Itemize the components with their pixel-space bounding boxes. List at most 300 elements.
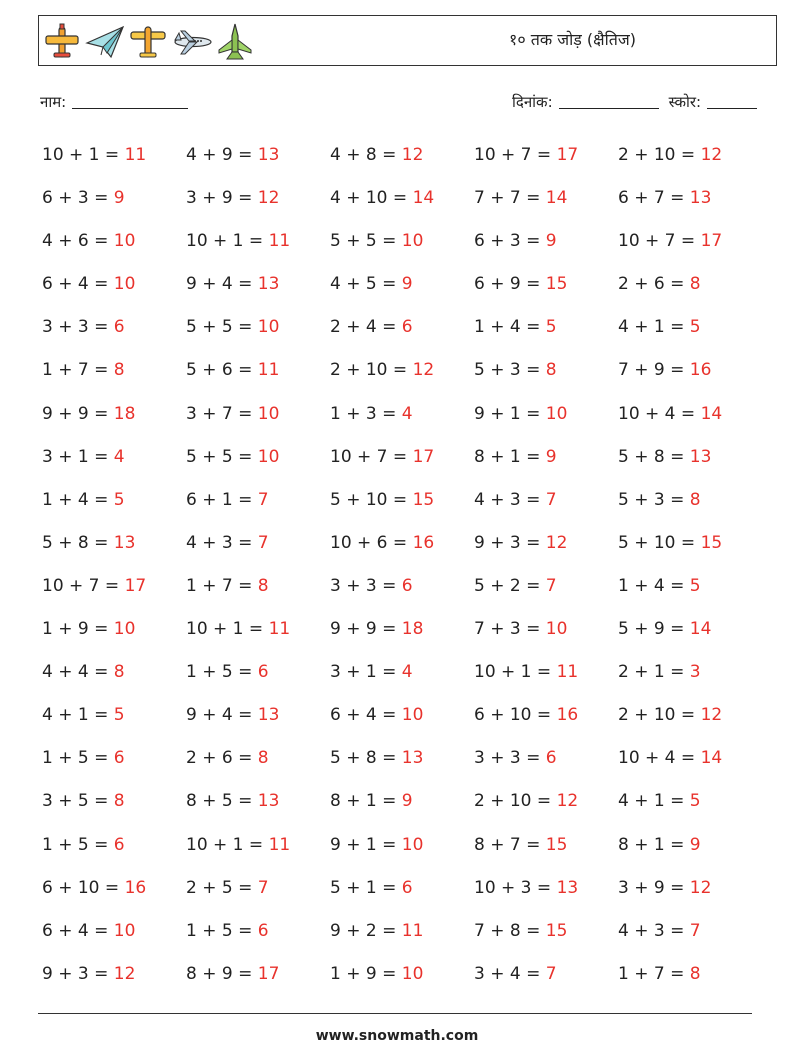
problem-question: 6 + 3 = — [474, 231, 546, 252]
problem-question: 1 + 9 = — [42, 619, 114, 640]
problem-question: 5 + 9 = — [618, 619, 690, 640]
problem-question: 2 + 6 = — [618, 274, 690, 295]
fighter-jet-icon — [217, 22, 253, 62]
problem-question: 4 + 1 = — [42, 705, 114, 726]
problem-item — [618, 315, 762, 358]
problem-answer: 8 — [689, 489, 701, 510]
problem-question: 8 + 1 = — [474, 446, 546, 467]
problem-item — [474, 789, 618, 832]
problem-grid — [42, 143, 762, 1005]
problem-item — [474, 746, 618, 789]
problem-answer: 8 — [257, 575, 269, 596]
problem-item — [330, 531, 474, 574]
problem-item — [618, 143, 762, 186]
problem-answer: 17 — [257, 963, 280, 984]
airplane-yellow-icon — [129, 23, 167, 61]
problem-answer: 10 — [257, 403, 280, 424]
problem-item — [330, 660, 474, 703]
problem-item — [474, 358, 618, 401]
problem-question: 4 + 5 = — [330, 274, 402, 295]
problem-item — [42, 833, 186, 876]
problem-question: 2 + 10 = — [474, 791, 557, 812]
page-title: १० तक जोड़ (क्षैतिज) — [509, 30, 636, 49]
problem-answer: 12 — [401, 145, 424, 165]
problem-question: 1 + 4 = — [618, 575, 690, 596]
problem-question: 2 + 10 = — [330, 360, 413, 381]
problem-question: 1 + 4 = — [42, 489, 114, 510]
problem-answer: 6 — [257, 920, 269, 941]
problem-item — [330, 876, 474, 919]
problem-item — [618, 746, 762, 789]
problem-item — [474, 574, 618, 617]
problem-answer: 6 — [401, 877, 413, 898]
problem-item — [474, 402, 618, 445]
problem-answer: 9 — [401, 791, 413, 812]
header-box — [38, 15, 777, 66]
problem-item — [330, 315, 474, 358]
problem-question: 8 + 7 = — [474, 834, 546, 855]
problem-item — [330, 919, 474, 962]
problem-answer: 6 — [401, 317, 413, 338]
problem-item — [42, 186, 186, 229]
problem-question: 1 + 7 = — [618, 963, 690, 984]
problem-answer: 7 — [257, 489, 269, 510]
problem-answer: 12 — [257, 188, 280, 209]
problem-answer: 8 — [545, 360, 557, 381]
problem-answer: 11 — [124, 145, 147, 165]
problem-answer: 4 — [401, 662, 413, 683]
problem-question: 5 + 10 = — [330, 489, 413, 510]
problem-question: 10 + 1 = — [186, 231, 269, 252]
date-label: दिनांक: — [512, 93, 553, 111]
problem-answer: 14 — [700, 403, 723, 424]
problem-answer: 7 — [257, 877, 269, 898]
problem-answer: 18 — [401, 619, 424, 640]
problem-answer: 10 — [257, 317, 280, 338]
problem-question: 5 + 5 = — [186, 317, 258, 338]
problem-item — [618, 272, 762, 315]
problem-question: 3 + 1 = — [330, 662, 402, 683]
problem-item — [186, 962, 330, 1005]
problem-item — [474, 660, 618, 703]
score-label: स्कोर: — [668, 93, 702, 111]
problem-question: 2 + 5 = — [186, 877, 258, 898]
problem-answer: 16 — [556, 705, 579, 726]
problem-answer: 17 — [124, 575, 147, 596]
problem-item — [186, 315, 330, 358]
name-blank[interactable] — [72, 94, 188, 109]
problem-item — [186, 488, 330, 531]
problem-item — [618, 919, 762, 962]
score-blank[interactable] — [707, 94, 757, 109]
header-icons — [43, 22, 253, 62]
footer-divider — [38, 1013, 752, 1014]
problem-question: 10 + 1 = — [186, 834, 269, 855]
problem-question: 3 + 9 = — [618, 877, 690, 898]
problem-question: 10 + 6 = — [330, 532, 413, 553]
problem-item — [330, 574, 474, 617]
problem-question: 1 + 7 = — [42, 360, 114, 381]
problem-answer: 7 — [689, 920, 701, 941]
problem-item — [186, 833, 330, 876]
problem-question: 9 + 1 = — [330, 834, 402, 855]
problem-question: 5 + 3 = — [474, 360, 546, 381]
problem-question: 3 + 5 = — [42, 791, 114, 812]
problem-answer: 8 — [113, 662, 125, 683]
problem-item — [474, 617, 618, 660]
problem-answer: 11 — [257, 360, 280, 381]
problem-answer: 8 — [689, 963, 701, 984]
problem-question: 4 + 6 = — [42, 231, 114, 252]
problem-item — [618, 488, 762, 531]
problem-question: 10 + 1 = — [186, 619, 269, 640]
problem-item — [186, 143, 330, 186]
problem-question: 10 + 3 = — [474, 877, 557, 898]
problem-question: 6 + 4 = — [330, 705, 402, 726]
problem-answer: 7 — [545, 575, 557, 596]
problem-answer: 6 — [545, 748, 557, 769]
problem-item — [474, 143, 618, 186]
jet-airliner-icon — [171, 23, 213, 61]
problem-item — [618, 531, 762, 574]
problem-question: 6 + 10 = — [474, 705, 557, 726]
problem-answer: 5 — [113, 489, 125, 510]
problem-answer: 13 — [556, 877, 579, 898]
problem-question: 3 + 3 = — [42, 317, 114, 338]
problem-item — [330, 186, 474, 229]
problem-answer: 17 — [700, 231, 723, 252]
problem-question: 4 + 9 = — [186, 145, 258, 165]
problem-item — [618, 229, 762, 272]
problem-question: 6 + 7 = — [618, 188, 690, 209]
problem-item — [42, 962, 186, 1005]
problem-question: 9 + 9 = — [330, 619, 402, 640]
problem-answer: 9 — [545, 231, 557, 252]
problem-answer: 10 — [113, 274, 136, 295]
problem-question: 10 + 7 = — [42, 575, 125, 596]
problem-answer: 6 — [113, 834, 125, 855]
problem-item — [42, 876, 186, 919]
problem-item — [618, 574, 762, 617]
problem-item — [186, 919, 330, 962]
problem-answer: 12 — [556, 791, 579, 812]
problem-answer: 6 — [113, 317, 125, 338]
problem-answer: 13 — [113, 532, 136, 553]
date-blank[interactable] — [559, 94, 659, 109]
problem-item — [186, 402, 330, 445]
problem-question: 10 + 1 = — [42, 145, 125, 165]
problem-question: 1 + 7 = — [186, 575, 258, 596]
problem-item — [474, 703, 618, 746]
problem-answer: 8 — [257, 748, 269, 769]
problem-item — [186, 746, 330, 789]
problem-item — [330, 445, 474, 488]
problem-item — [474, 445, 618, 488]
problem-question: 9 + 4 = — [186, 705, 258, 726]
problem-question: 9 + 4 = — [186, 274, 258, 295]
problem-question: 1 + 4 = — [474, 317, 546, 338]
problem-item — [474, 229, 618, 272]
problem-item — [42, 574, 186, 617]
problem-item — [42, 229, 186, 272]
problem-answer: 8 — [689, 274, 701, 295]
problem-question: 9 + 3 = — [42, 963, 114, 984]
problem-answer: 16 — [689, 360, 712, 381]
problem-question: 8 + 5 = — [186, 791, 258, 812]
airplane-orange-icon — [43, 23, 81, 61]
problem-item — [186, 789, 330, 832]
problem-item — [330, 833, 474, 876]
problem-question: 2 + 6 = — [186, 748, 258, 769]
problem-item — [618, 703, 762, 746]
problem-question: 9 + 2 = — [330, 920, 402, 941]
problem-question: 3 + 3 = — [330, 575, 402, 596]
problem-question: 9 + 3 = — [474, 532, 546, 553]
problem-question: 10 + 1 = — [474, 662, 557, 683]
problem-answer: 13 — [257, 705, 280, 726]
problem-item — [474, 919, 618, 962]
name-label: नाम: — [40, 93, 67, 111]
problem-item — [474, 962, 618, 1005]
problem-item — [330, 746, 474, 789]
problem-answer: 6 — [401, 575, 413, 596]
problem-question: 1 + 5 = — [42, 834, 114, 855]
problem-answer: 10 — [401, 705, 424, 726]
problem-answer: 12 — [412, 360, 435, 381]
problem-answer: 8 — [113, 360, 125, 381]
problem-question: 4 + 3 = — [618, 920, 690, 941]
problem-answer: 7 — [545, 963, 557, 984]
problem-answer: 9 — [113, 188, 125, 209]
problem-answer: 10 — [401, 963, 424, 984]
problem-question: 2 + 4 = — [330, 317, 402, 338]
problem-question: 6 + 4 = — [42, 274, 114, 295]
problem-answer: 5 — [689, 317, 701, 338]
problem-item — [186, 617, 330, 660]
problem-item — [474, 272, 618, 315]
problem-question: 5 + 8 = — [42, 532, 114, 553]
problem-question: 9 + 9 = — [42, 403, 114, 424]
problem-question: 4 + 1 = — [618, 791, 690, 812]
problem-answer: 10 — [113, 231, 136, 252]
problem-question: 10 + 4 = — [618, 748, 701, 769]
problem-item — [330, 143, 474, 186]
problem-answer: 13 — [257, 145, 280, 165]
problem-question: 4 + 3 = — [186, 532, 258, 553]
problem-question: 9 + 1 = — [474, 403, 546, 424]
problem-item — [474, 531, 618, 574]
problem-item — [42, 315, 186, 358]
problem-item — [186, 358, 330, 401]
problem-answer: 15 — [545, 920, 568, 941]
problem-answer: 14 — [412, 188, 435, 209]
problem-answer: 12 — [700, 145, 723, 165]
problem-question: 1 + 3 = — [330, 403, 402, 424]
problem-answer: 13 — [401, 748, 424, 769]
problem-question: 8 + 1 = — [618, 834, 690, 855]
problem-answer: 9 — [689, 834, 701, 855]
problem-question: 10 + 7 = — [330, 446, 413, 467]
problem-item — [330, 703, 474, 746]
problem-question: 10 + 7 = — [618, 231, 701, 252]
problem-question: 3 + 3 = — [474, 748, 546, 769]
problem-answer: 3 — [689, 662, 701, 683]
problem-answer: 17 — [556, 145, 579, 165]
problem-answer: 10 — [113, 619, 136, 640]
problem-item — [618, 358, 762, 401]
problem-item — [42, 617, 186, 660]
problem-item — [330, 617, 474, 660]
problem-question: 6 + 10 = — [42, 877, 125, 898]
problem-question: 3 + 9 = — [186, 188, 258, 209]
problem-item — [186, 229, 330, 272]
problem-question: 6 + 1 = — [186, 489, 258, 510]
problem-answer: 5 — [113, 705, 125, 726]
problem-item — [474, 488, 618, 531]
problem-question: 3 + 4 = — [474, 963, 546, 984]
problem-item — [42, 272, 186, 315]
problem-answer: 4 — [401, 403, 413, 424]
problem-answer: 12 — [689, 877, 712, 898]
problem-item — [42, 445, 186, 488]
problem-item — [42, 402, 186, 445]
problem-question: 1 + 5 = — [42, 748, 114, 769]
problem-item — [330, 358, 474, 401]
problem-question: 7 + 8 = — [474, 920, 546, 941]
problem-answer: 12 — [113, 963, 136, 984]
problem-answer: 16 — [124, 877, 147, 898]
problem-answer: 15 — [412, 489, 435, 510]
problem-answer: 13 — [257, 791, 280, 812]
problem-question: 5 + 5 = — [186, 446, 258, 467]
problem-answer: 11 — [268, 619, 291, 640]
name-field — [40, 92, 188, 112]
problem-answer: 12 — [700, 705, 723, 726]
problem-question: 4 + 10 = — [330, 188, 413, 209]
problem-question: 2 + 1 = — [618, 662, 690, 683]
problem-item — [618, 789, 762, 832]
problem-question: 2 + 10 = — [618, 145, 701, 165]
problem-answer: 15 — [545, 834, 568, 855]
problem-answer: 11 — [556, 662, 579, 683]
problem-answer: 6 — [113, 748, 125, 769]
problem-item — [42, 660, 186, 703]
problem-answer: 13 — [689, 446, 712, 467]
problem-item — [330, 272, 474, 315]
problem-answer: 10 — [257, 446, 280, 467]
problem-item — [42, 746, 186, 789]
problem-item — [330, 789, 474, 832]
problem-item — [186, 660, 330, 703]
problem-item — [42, 358, 186, 401]
problem-item — [186, 876, 330, 919]
problem-item — [474, 833, 618, 876]
problem-question: 4 + 8 = — [330, 145, 402, 165]
problem-question: 6 + 4 = — [42, 920, 114, 941]
problem-question: 2 + 10 = — [618, 705, 701, 726]
problem-item — [474, 876, 618, 919]
problem-answer: 14 — [545, 188, 568, 209]
problem-question: 4 + 4 = — [42, 662, 114, 683]
problem-question: 3 + 1 = — [42, 446, 114, 467]
problem-item — [186, 272, 330, 315]
problem-answer: 9 — [545, 446, 557, 467]
problem-item — [330, 229, 474, 272]
problem-question: 5 + 6 = — [186, 360, 258, 381]
problem-question: 5 + 2 = — [474, 575, 546, 596]
problem-question: 10 + 4 = — [618, 403, 701, 424]
problem-item — [618, 876, 762, 919]
problem-question: 5 + 1 = — [330, 877, 402, 898]
paper-plane-icon — [85, 23, 125, 61]
problem-question: 6 + 9 = — [474, 274, 546, 295]
problem-answer: 9 — [401, 274, 413, 295]
date-score-fields — [512, 92, 757, 112]
problem-answer: 17 — [412, 446, 435, 467]
problem-item — [186, 574, 330, 617]
problem-question: 6 + 3 = — [42, 188, 114, 209]
problem-answer: 13 — [257, 274, 280, 295]
footer-url: www.snowmath.com — [315, 1028, 479, 1044]
problem-answer: 10 — [545, 619, 568, 640]
problem-item — [42, 789, 186, 832]
problem-item — [618, 402, 762, 445]
problem-answer: 6 — [257, 662, 269, 683]
problem-answer: 8 — [113, 791, 125, 812]
problem-question: 4 + 3 = — [474, 489, 546, 510]
problem-answer: 7 — [545, 489, 557, 510]
problem-question: 8 + 9 = — [186, 963, 258, 984]
problem-item — [618, 660, 762, 703]
problem-answer: 10 — [401, 231, 424, 252]
problem-answer: 13 — [689, 188, 712, 209]
problem-item — [42, 531, 186, 574]
problem-item — [42, 703, 186, 746]
problem-answer: 11 — [268, 834, 291, 855]
problem-answer: 14 — [700, 748, 723, 769]
problem-answer: 5 — [545, 317, 557, 338]
problem-answer: 5 — [689, 575, 701, 596]
problem-item — [618, 617, 762, 660]
problem-item — [618, 445, 762, 488]
problem-question: 5 + 5 = — [330, 231, 402, 252]
problem-answer: 4 — [113, 446, 125, 467]
problem-answer: 12 — [545, 532, 568, 553]
problem-question: 7 + 9 = — [618, 360, 690, 381]
problem-answer: 10 — [545, 403, 568, 424]
problem-item — [330, 962, 474, 1005]
problem-answer: 11 — [268, 231, 291, 252]
problem-answer: 15 — [700, 532, 723, 553]
problem-item — [42, 919, 186, 962]
problem-item — [618, 186, 762, 229]
problem-item — [186, 186, 330, 229]
problem-answer: 11 — [401, 920, 424, 941]
problem-answer: 10 — [401, 834, 424, 855]
problem-question: 1 + 5 = — [186, 920, 258, 941]
problem-item — [42, 143, 186, 186]
problem-question: 5 + 8 = — [330, 748, 402, 769]
problem-item — [186, 531, 330, 574]
problem-item — [618, 833, 762, 876]
problem-question: 1 + 5 = — [186, 662, 258, 683]
problem-question: 10 + 7 = — [474, 145, 557, 165]
problem-item — [618, 962, 762, 1005]
problem-question: 3 + 7 = — [186, 403, 258, 424]
problem-item — [330, 488, 474, 531]
problem-answer: 15 — [545, 274, 568, 295]
problem-item — [186, 445, 330, 488]
